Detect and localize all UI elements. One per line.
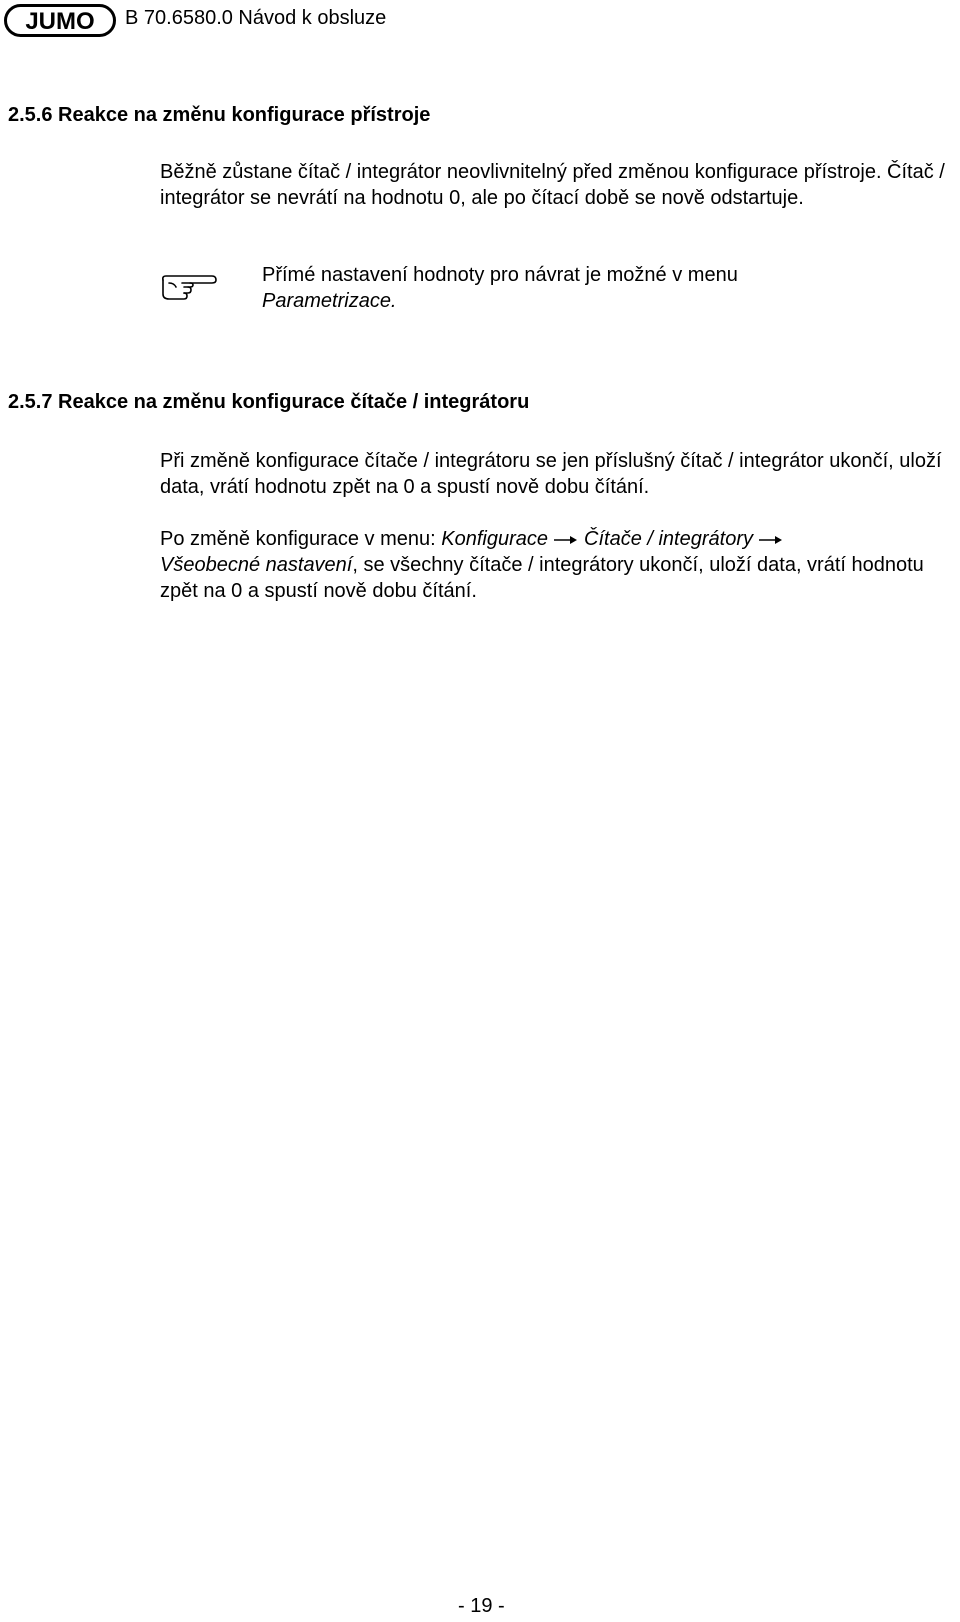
menu-path-suffix: , se všechny čítače / integrátory ukončí, uloží data, vrátí hodnotu zpět na 0 a spustí nově dobu čítání. (160, 554, 924, 602)
menu-path-citace: Čítače / integrátory (584, 528, 753, 550)
paragraph-counter-config: Při změně konfigurace čítače / integrátoru se jen příslušný čítač / integrátor ukončí, uloží data, vrátí hodnotu zpět na 0 a spustí nově dobu čítání. (160, 450, 942, 498)
pointing-hand-icon (160, 272, 218, 302)
menu-path-prefix: Po změně konfigurace v menu: (160, 528, 436, 550)
section-heading-2-5-6: 2.5.6 Reakce na změnu konfigurace přístroje (8, 104, 431, 126)
page-number: - 19 - (458, 1595, 505, 1617)
menu-path-konfigurace: Konfigurace (441, 528, 549, 550)
document-title: B 70.6580.0 Návod k obsluze (125, 7, 387, 29)
note-text (262, 262, 952, 314)
menu-path-vseobecne: Všeobecné nastavení (160, 554, 353, 576)
paragraph-menu-path (160, 526, 950, 604)
arrow-right-icon (757, 534, 785, 546)
jumo-logo (4, 4, 116, 37)
paragraph-config-change: Běžně zůstane čítač / integrátor neovlivnitelný před změnou konfigurace přístroje. Čítač / integrátor se nevrátí na hodnotu 0, ale po čítací době se nově odstartuje. (160, 161, 945, 209)
note-text-main: Přímé nastavení hodnoty pro návrat je možné v menu (262, 264, 738, 286)
arrow-right-icon (552, 534, 580, 546)
logo-text: JUMO (25, 8, 95, 35)
note-menu-link: Parametrizace. (262, 290, 397, 312)
section-heading-2-5-7: 2.5.7 Reakce na změnu konfigurace čítače / integrátoru (8, 391, 530, 413)
